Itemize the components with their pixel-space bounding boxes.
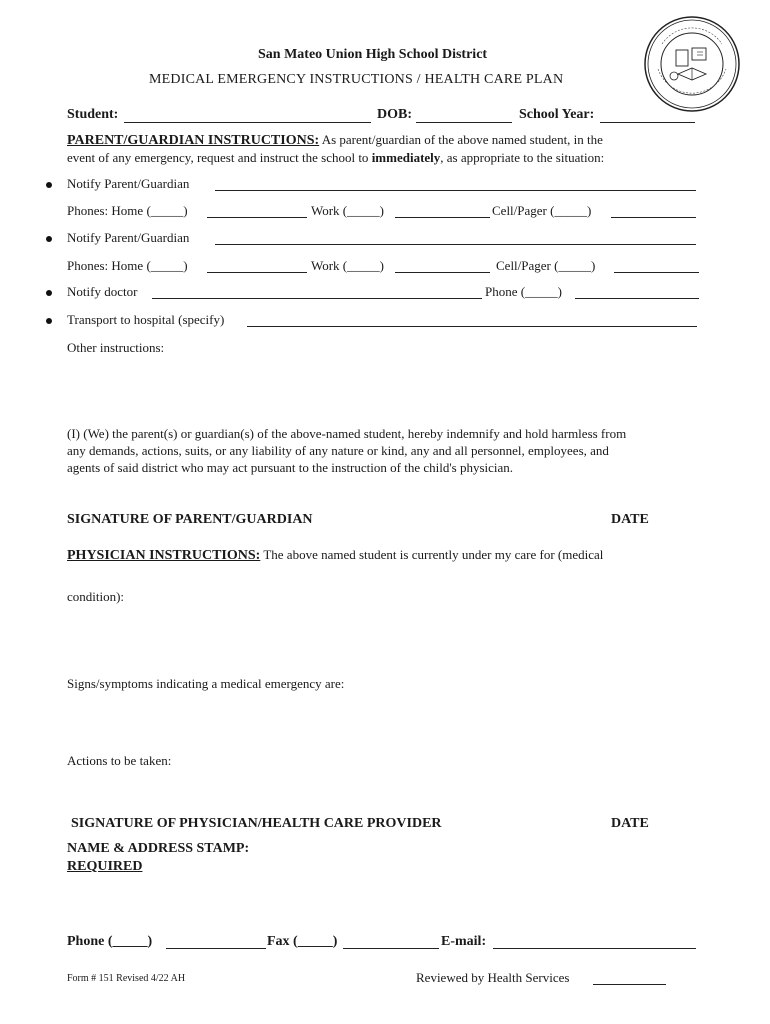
indemnity-line-3: agents of said district who may act pursuant to the instruction of the child's physician. xyxy=(67,460,514,475)
notify-parent-2-label: Notify Parent/Guardian xyxy=(67,230,190,245)
physician-instructions-text: The above named student is currently under my care for (medical xyxy=(260,547,604,562)
bullet-icon xyxy=(46,290,52,296)
indemnity-line-2: any demands, actions, suits, or any liability of any nature or kind, any and all personnel, employees, and xyxy=(67,443,609,458)
notify-parent-1-label: Notify Parent/Guardian xyxy=(67,176,190,191)
signs-symptoms-label: Signs/symptoms indicating a medical emergency are: xyxy=(67,676,345,691)
contact-email-field[interactable] xyxy=(493,948,696,949)
contact-email-label: E-mail: xyxy=(441,934,487,949)
physician-instructions-heading: PHYSICIAN INSTRUCTIONS: xyxy=(67,548,261,563)
bullet-icon xyxy=(46,182,52,188)
notify-parent-2-field[interactable] xyxy=(215,244,696,245)
parent-instructions-line-2 xyxy=(67,150,604,166)
contact-fax-field[interactable] xyxy=(343,948,439,949)
work-1-label: Work (_____) xyxy=(311,203,384,218)
immediately-text: immediately xyxy=(371,150,441,165)
physician-signature-label: SIGNATURE OF PHYSICIAN/HEALTH CARE PROVIDER xyxy=(71,816,442,831)
district-seal-logo xyxy=(642,14,742,114)
school-year-field[interactable] xyxy=(600,122,695,123)
parent-instructions-text-3: , as appropriate to the situation: xyxy=(440,150,605,165)
contact-fax-label: Fax (_____) xyxy=(267,934,338,949)
parent-instructions-line-1 xyxy=(67,132,603,149)
notify-doctor-label: Notify doctor xyxy=(67,284,138,299)
bullet-icon xyxy=(46,236,52,242)
contact-phone-field[interactable] xyxy=(166,948,266,949)
cell-1-field[interactable] xyxy=(611,217,696,218)
cell-2-field[interactable] xyxy=(614,272,699,273)
dob-label: DOB: xyxy=(377,107,412,122)
parent-instructions-heading: PARENT/GUARDIAN INSTRUCTIONS: xyxy=(67,133,320,148)
district-name: San Mateo Union High School District xyxy=(258,47,488,62)
work-1-field[interactable] xyxy=(395,217,490,218)
phones-home-2-label: Phones: Home (_____) xyxy=(67,258,188,273)
student-label: Student: xyxy=(67,107,119,122)
transport-field[interactable] xyxy=(247,326,697,327)
indemnity-line-1: (I) (We) the parent(s) or guardian(s) of the above-named student, hereby indemnify and hold harmless from xyxy=(67,426,627,441)
notify-doctor-field[interactable] xyxy=(152,298,482,299)
doctor-phone-label: Phone (_____) xyxy=(485,284,562,299)
phones-home-1-label: Phones: Home (_____) xyxy=(67,203,188,218)
contact-phone-label: Phone (_____) xyxy=(67,934,153,949)
parent-signature-date-label: DATE xyxy=(611,512,649,527)
stamp-label: NAME & ADDRESS STAMP: xyxy=(67,841,250,856)
form-number: Form # 151 Revised 4/22 AH xyxy=(67,973,186,984)
reviewed-by-label: Reviewed by Health Services xyxy=(416,970,570,985)
parent-instructions-text-2: event of any emergency, request and instruct the school to xyxy=(67,150,372,165)
student-field[interactable] xyxy=(124,122,371,123)
phones-home-2-field[interactable] xyxy=(207,272,307,273)
work-2-label: Work (_____) xyxy=(311,258,384,273)
physician-signature-date-label: DATE xyxy=(611,816,649,831)
reviewed-by-field[interactable] xyxy=(593,984,666,985)
bullet-icon xyxy=(46,318,52,324)
cell-1-label: Cell/Pager (_____) xyxy=(492,203,592,218)
doctor-phone-field[interactable] xyxy=(575,298,699,299)
actions-label: Actions to be taken: xyxy=(67,753,172,768)
condition-label: condition): xyxy=(67,589,125,604)
parent-instructions-text: As parent/guardian of the above named student, in the xyxy=(319,132,603,147)
transport-label: Transport to hospital (specify) xyxy=(67,312,225,327)
page-title: MEDICAL EMERGENCY INSTRUCTIONS / HEALTH CARE PLAN xyxy=(149,72,564,87)
other-instructions-label: Other instructions: xyxy=(67,340,165,355)
parent-signature-label: SIGNATURE OF PARENT/GUARDIAN xyxy=(67,512,313,527)
physician-instructions-line xyxy=(67,547,603,564)
notify-parent-1-field[interactable] xyxy=(215,190,696,191)
phones-home-1-field[interactable] xyxy=(207,217,307,218)
cell-2-label: Cell/Pager (_____) xyxy=(496,258,596,273)
school-year-label: School Year: xyxy=(519,107,595,122)
dob-field[interactable] xyxy=(416,122,512,123)
stamp-required-label: REQUIRED xyxy=(67,859,143,874)
work-2-field[interactable] xyxy=(395,272,490,273)
